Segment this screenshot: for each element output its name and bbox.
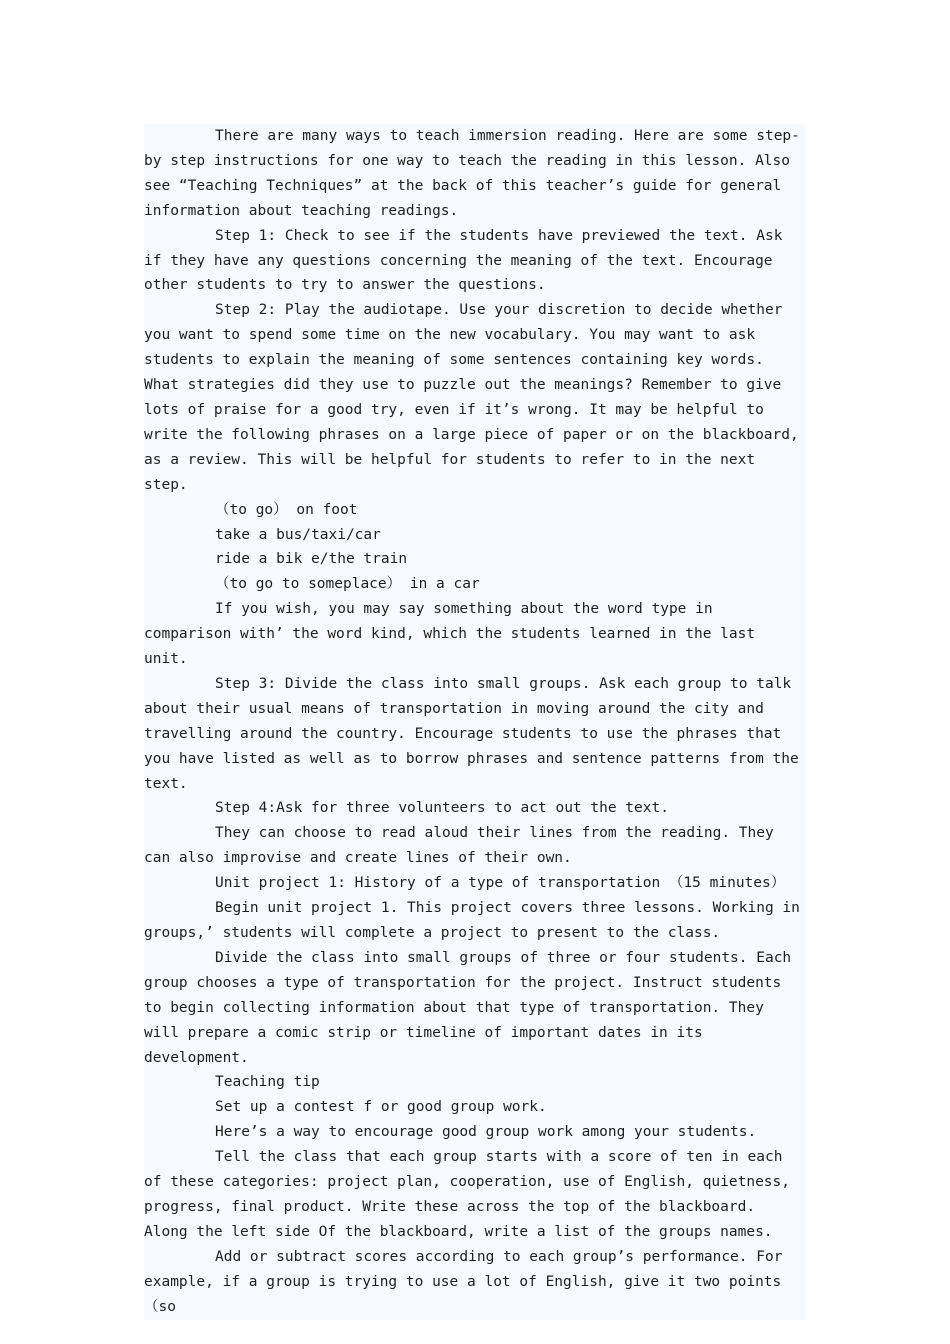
- paragraph-step-3: Step 3: Divide the class into small groups. Ask each group to talk about their usual means of transportation in moving around the city and travelling around the country. Encourage students to use the phrases that you have listed as well as to borrow phrases and sentence patterns from the text.: [144, 675, 799, 792]
- paragraph-read-aloud: They can choose to read aloud their lines from the reading. They can also improvise and create lines of their own.: [144, 825, 774, 867]
- paragraph-step-4: Step 4:Ask for three volunteers to act out the text.: [215, 800, 669, 817]
- phrase-ride-bike: ride a bik e/the train: [215, 551, 408, 568]
- paragraph-step-1: Step 1: Check to see if the students have previewed the text. Ask if they have any questions concerning the meaning of the text. Encourage other students to try to answer the questions.: [144, 227, 783, 294]
- paragraph-encourage: Here’s a way to encourage good group work among your students.: [215, 1124, 757, 1141]
- paragraph-step-2: Step 2: Play the audiotape. Use your discretion to decide whether you want to spend some time on the new vocabulary. You may want to ask students to explain the meaning of some sentences containing key words. What strategies did they use to puzzle out the meanings? Remember to give lots of praise for a good try, even if it’s wrong. It may be helpful to write the following phrases on a large piece of paper or on the blackboard, as a review. This will be helpful for students to refer to in the next step.: [144, 302, 799, 493]
- paragraph-add-subtract: Add or subtract scores according to each group’s performance. For example, if a group is trying to use a lot of English, give it two points （so: [144, 1248, 783, 1315]
- paragraph-contest: Set up a contest f or good group work.: [215, 1099, 547, 1116]
- paragraph-teaching-tip: Teaching tip: [215, 1074, 320, 1091]
- paragraph-divide-groups: Divide the class into small groups of three or four students. Each group chooses a type of transportation for the project. Instruct students to begin collecting information about that type of transportation. They will prepare a comic strip or timeline of important dates in its development.: [144, 949, 792, 1066]
- paragraph-scores: Tell the class that each group starts with a score of ten in each of these categories: project plan, cooperation, use of English, quietness, progress, final product. Write these across the top of the blackboard. Along the left side Of the blackboard, write a list of the groups names.: [144, 1149, 791, 1240]
- body-text: [144, 124, 806, 1320]
- phrase-take-bus: take a bus/taxi/car: [215, 526, 381, 543]
- paragraph-unit-project-heading: Unit project 1: History of a type of transportation （15 minutes）: [215, 875, 786, 892]
- paragraph-word-type: If you wish, you may say something about the word type in comparison with’ the word kind, which the students learned in the last unit.: [144, 601, 756, 668]
- paragraph-begin-project: Begin unit project 1. This project covers three lessons. Working in groups,’ students will complete a project to present to the class.: [144, 900, 800, 941]
- phrase-on-foot: （to go） on foot: [215, 501, 358, 518]
- phrase-in-a-car: （to go to someplace） in a car: [215, 576, 480, 593]
- paragraph-intro: There are many ways to teach immersion reading. Here are some step-by step instructions for one way to teach the reading in this lesson. Also see “Teaching Techniques” at the back of this teacher’s guide for general information about teaching readings.: [144, 128, 800, 219]
